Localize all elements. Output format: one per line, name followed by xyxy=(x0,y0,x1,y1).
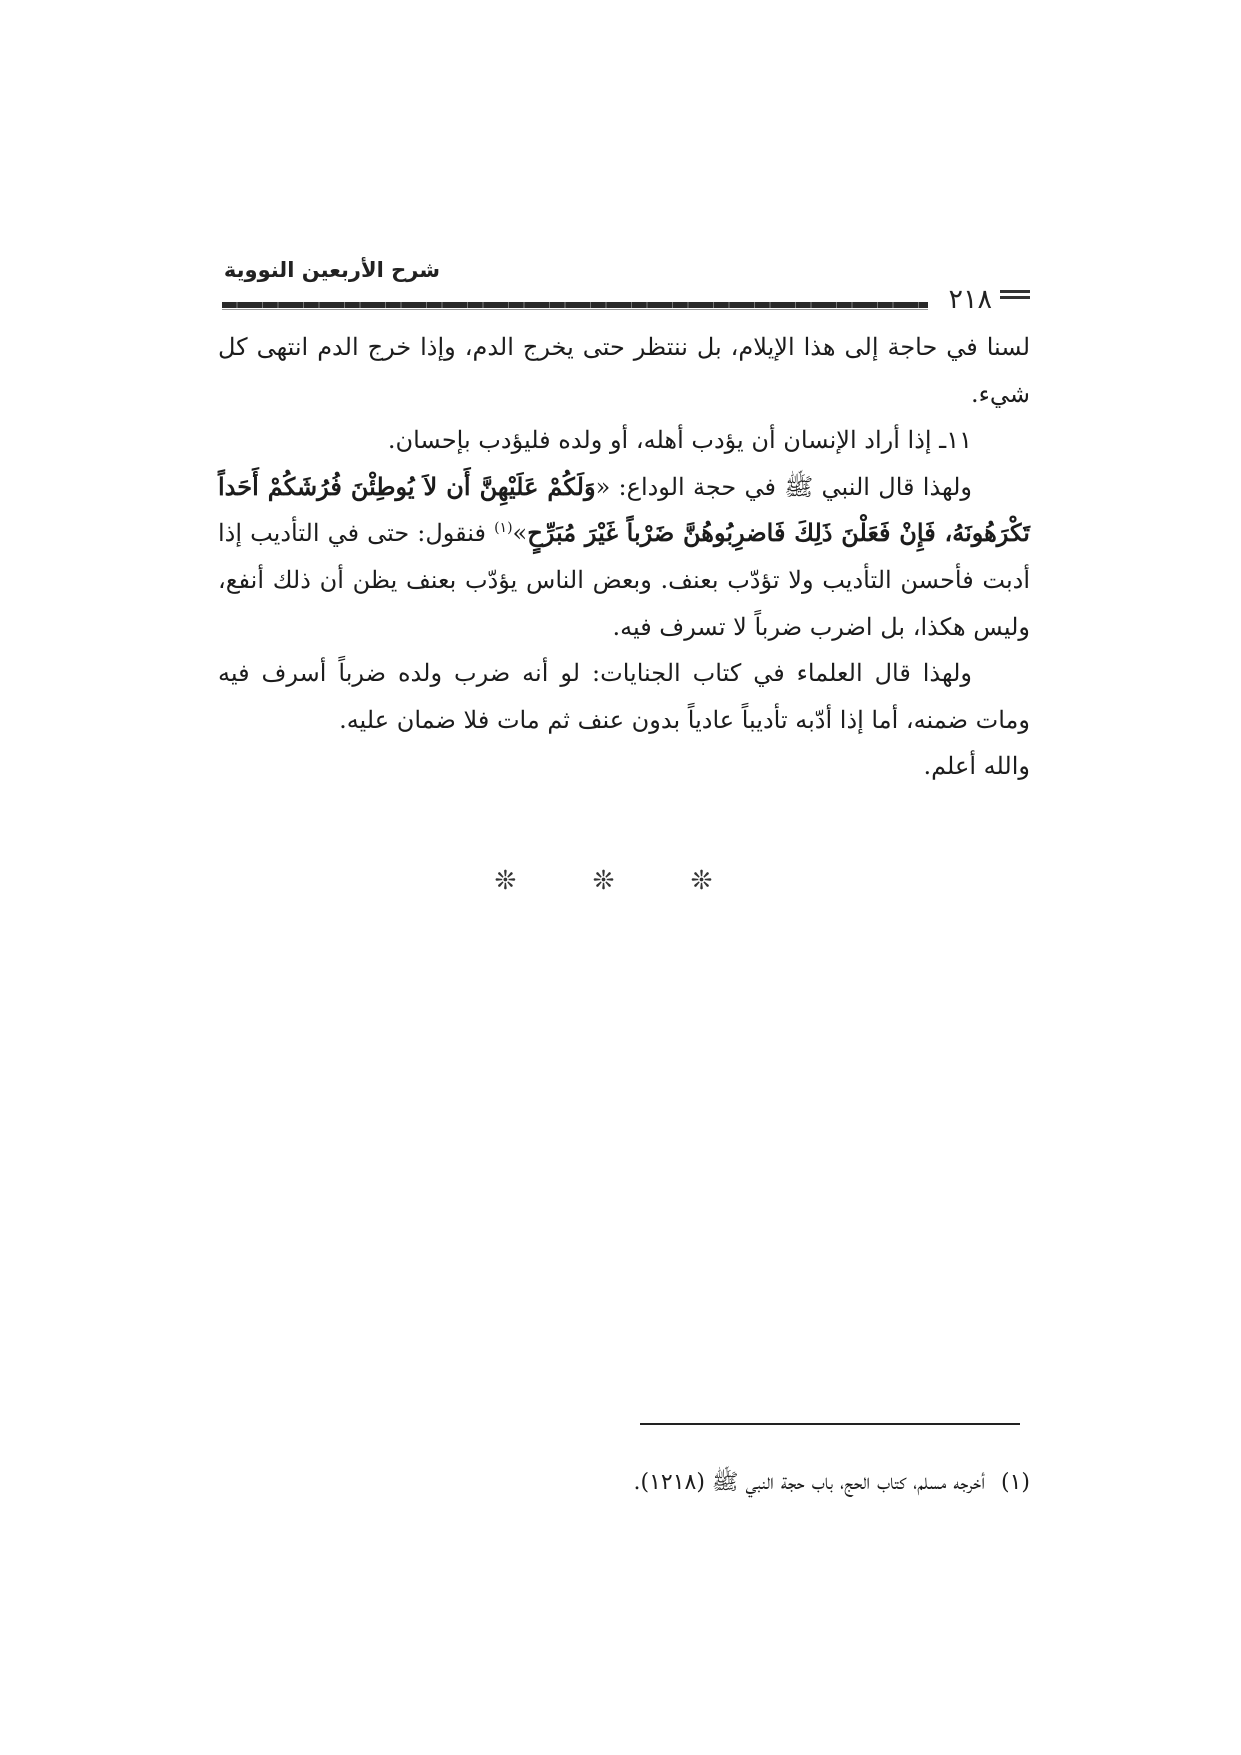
footnote-text: أخرجه مسلم، كتاب الحج، باب حجة النبي ﷺ (١٢١٨). xyxy=(633,1470,985,1495)
hadith-quote: وَلَكُمْ عَلَيْهِنَّ أَن لاَ يُوطِئْنَ فُرُشَكُمْ أَحَداً تَكْرَهُونَهُ، فَإِنْ فَعَلْنَ ذَلِكَ فَاضرِبُوهُنَّ ضَرْباً غَيْرَ مُبَرِّحٍ xyxy=(218,471,1030,548)
footnote-number: (١) xyxy=(1000,1470,1030,1495)
header-rule-thin xyxy=(222,309,928,310)
paragraph: لسنا في حاجة إلى هذا الإيلام، بل ننتظر حتى يخرج الدم، وإذا خرج الدم انتهى كل شيء. xyxy=(218,333,1031,408)
paragraph: ولهذا قال العلماء في كتاب الجنايات: لو أنه ضرب ولده ضرباً أسرف فيه ومات ضمنه، أما إذا أدّبه تأديباً عادياً بدون عنف ثم مات فلا ضمان عليه. xyxy=(218,659,1030,734)
paragraph-hadith xyxy=(218,464,1030,650)
hadith-commentary: فنقول: حتى في التأديب إذا أدبت فأحسن التأديب ولا تؤدّب بعنف. وبعض الناس يؤدّب بعنف يظن أن ذلك أنفع، وليس هكذا، بل اضرب ضرباً لا تسرف فيه. xyxy=(218,519,1030,641)
footnote xyxy=(440,1468,1030,1500)
main-text xyxy=(218,324,1030,790)
hadith-quote-close: » xyxy=(512,519,528,548)
running-title: شرح الأربعين النووية xyxy=(223,258,440,282)
running-header xyxy=(222,258,1030,314)
section-separator: ❊ ❊ ❊ xyxy=(494,866,747,896)
closing-line: والله أعلم. xyxy=(923,752,1030,781)
folio-ornament xyxy=(1000,290,1030,306)
page-number: ٢١٨ xyxy=(948,284,992,315)
paragraph-numbered-point: ١١ـ إذا أراد الإنسان أن يؤدب أهله، أو ولده فليؤدب بإحسان. xyxy=(387,426,972,455)
footnote-rule xyxy=(640,1423,1020,1425)
hadith-intro: ولهذا قال النبي ﷺ في حجة الوداع: « xyxy=(595,472,973,501)
header-rule xyxy=(222,302,928,308)
footnote-reference: (١) xyxy=(494,520,513,537)
